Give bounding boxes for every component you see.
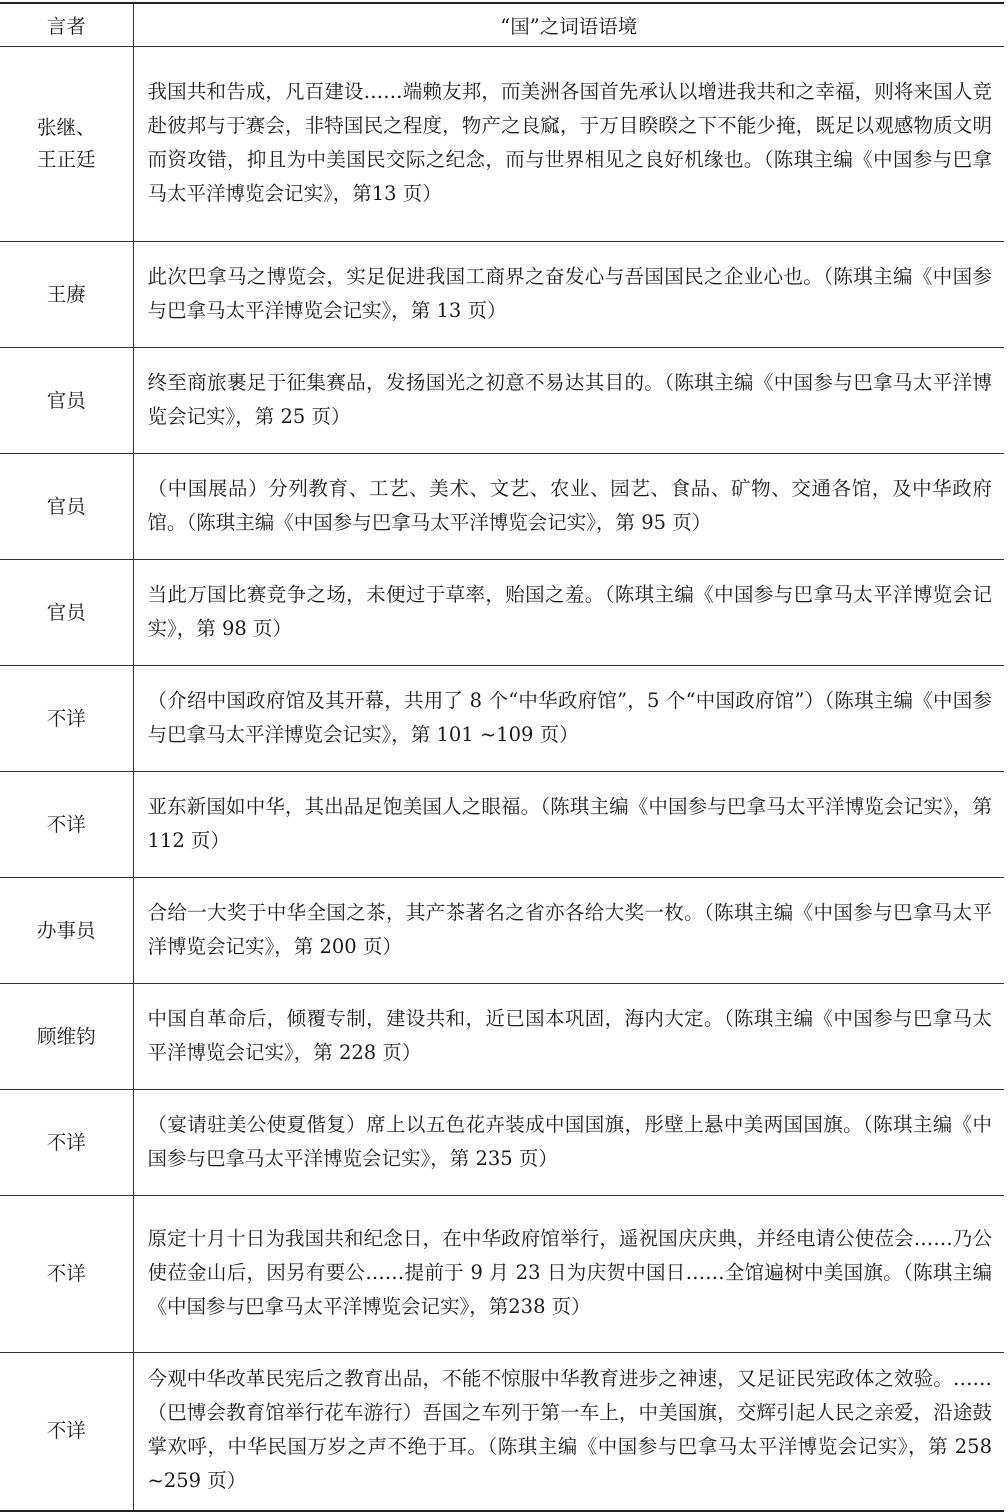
table-row	[0, 348, 1004, 454]
table-row	[0, 878, 1004, 984]
context-cell: （中国展品）分列教育、工艺、美术、文艺、农业、园艺、食品、矿物、交通各馆，及中华政府馆。（陈琪主编《中国参与巴拿马太平洋博览会记实》，第 95 页）	[133, 454, 1004, 560]
table-row	[0, 1090, 1004, 1196]
context-cell: （宴请驻美公使夏偕复）席上以五色花卉装成中国国旗，彤壁上悬中美两国国旗。（陈琪主编《中国参与巴拿马太平洋博览会记实》，第 235 页）	[133, 1090, 1004, 1196]
context-cell: 今观中华改革民宪后之教育出品，不能不惊服中华教育进步之神速，又足证民宪政体之效验。……（巴博会教育馆举行花车游行）吾国之车列于第一车上，中美国旗，交辉引起人民之亲爱，沿途鼓掌欢呼，中华民国万岁之声不绝于耳。（陈琪主编《中国参与巴拿马太平洋博览会记实》，第 258 ~259 页）	[133, 1353, 1004, 1511]
context-cell: 我国共和告成，凡百建设……端赖友邦，而美洲各国首先承认以增进我共和之幸福，则将来国人竞赴彼邦与于赛会，非特国民之程度，物产之良窳，于万目睽睽之下不能少掩，既足以观感物质文明而资攻错，抑且为中美国民交际之纪念，而与世界相见之良好机缘也。（陈琪主编《中国参与巴拿马太平洋博览会记实》，第13 页）	[133, 47, 1004, 242]
table-row	[0, 984, 1004, 1090]
context-cell: 此次巴拿马之博览会，实足促进我国工商界之奋发心与吾国国民之企业心也。（陈琪主编《中国参与巴拿马太平洋博览会记实》，第 13 页）	[133, 242, 1004, 348]
speaker-name-line2: 王正廷	[36, 148, 96, 171]
speaker-cell: 不详	[0, 772, 133, 878]
context-cell: （介绍中国政府馆及其开幕，共用了 8 个“中华政府馆”，5 个“中国政府馆”）（陈琪主编《中国参与巴拿马太平洋博览会记实》，第 101 ~109 页）	[133, 666, 1004, 772]
context-cell: 中国自革命后，倾覆专制，建设共和，近已国本巩固，海内大定。（陈琪主编《中国参与巴拿马太平洋博览会记实》，第 228 页）	[133, 984, 1004, 1090]
context-cell: 当此万国比赛竞争之场，未便过于草率，贻国之羞。（陈琪主编《中国参与巴拿马太平洋博览会记实》，第 98 页）	[133, 560, 1004, 666]
table-row	[0, 560, 1004, 666]
speaker-name-line1: 张继、	[36, 116, 96, 139]
context-cell: 终至商旅裹足于征集赛品，发扬国光之初意不易达其目的。（陈琪主编《中国参与巴拿马太平洋博览会记实》，第 25 页）	[133, 348, 1004, 454]
table-row	[0, 242, 1004, 348]
quotation-table	[0, 2, 1004, 1512]
context-cell: 原定十月十日为我国共和纪念日，在中华政府馆举行，遥祝国庆庆典，并经电请公使莅会……乃公使莅金山后，因另有要公……提前于 9 月 23 日为庆贺中国日……全馆遍树中美国旗。（陈琪主编《中国参与巴拿马太平洋博览会记实》，第238 页）	[133, 1196, 1004, 1353]
context-cell: 合给一大奖于中华全国之茶，其产茶著名之省亦各给大奖一枚。（陈琪主编《中国参与巴拿马太平洋博览会记实》，第 200 页）	[133, 878, 1004, 984]
header-context: “国”之词语语境	[133, 3, 1004, 47]
speaker-cell: 不详	[0, 1196, 133, 1353]
table-header-row	[0, 3, 1004, 47]
speaker-cell: 王赓	[0, 242, 133, 348]
table-row	[0, 666, 1004, 772]
table-row	[0, 772, 1004, 878]
speaker-cell: 官员	[0, 348, 133, 454]
speaker-cell: 顾维钧	[0, 984, 133, 1090]
context-cell: 亚东新国如中华，其出品足饱美国人之眼福。（陈琪主编《中国参与巴拿马太平洋博览会记实》，第 112 页）	[133, 772, 1004, 878]
speaker-cell: 办事员	[0, 878, 133, 984]
speaker-cell: 不详	[0, 1353, 133, 1511]
speaker-cell: 不详	[0, 1090, 133, 1196]
speaker-cell: 官员	[0, 560, 133, 666]
table-row	[0, 47, 1004, 242]
speaker-cell: 不详	[0, 666, 133, 772]
header-speaker: 言者	[0, 3, 133, 47]
table-row	[0, 1196, 1004, 1353]
table-row	[0, 454, 1004, 560]
table-row	[0, 1353, 1004, 1511]
speaker-cell	[0, 47, 133, 242]
speaker-cell: 官员	[0, 454, 133, 560]
